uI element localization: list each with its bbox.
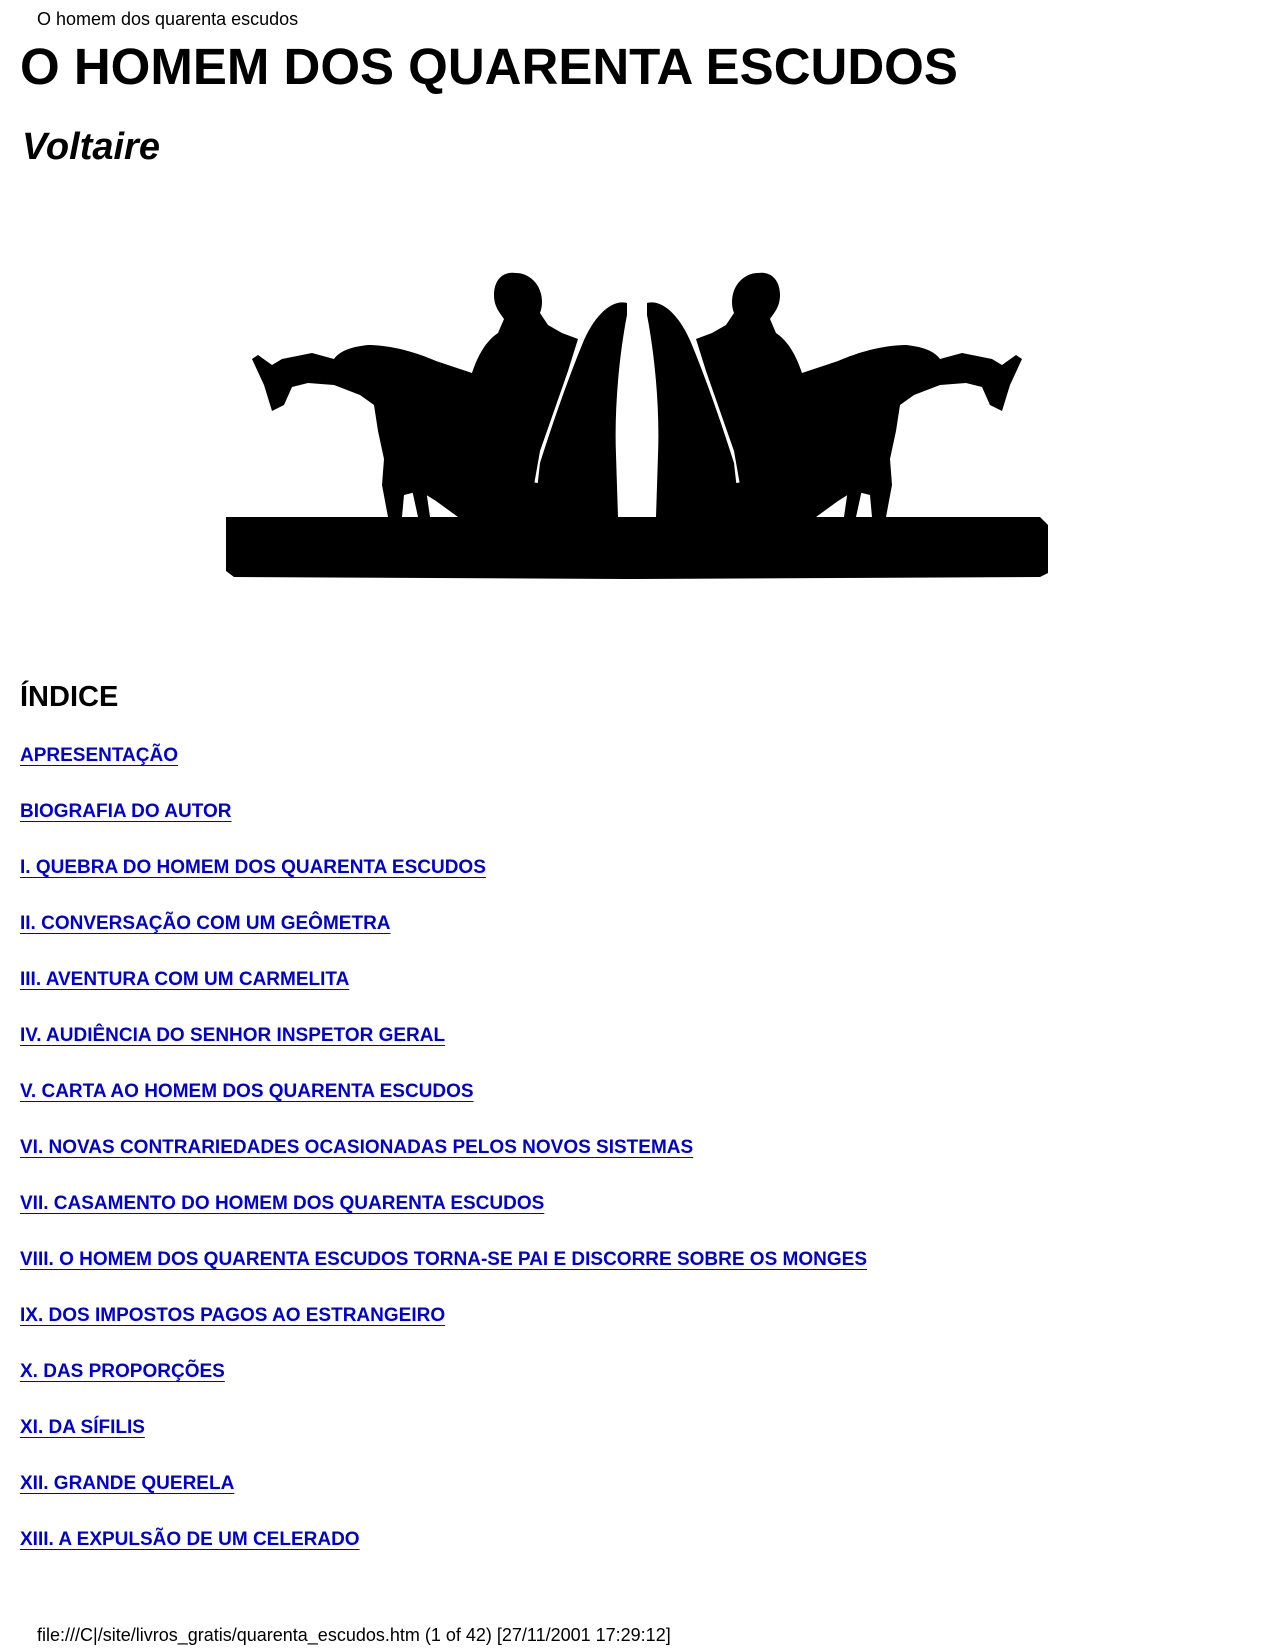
toc-link-chapter-13[interactable]: XIII. A EXPULSÃO DE UM CELERADO — [20, 1529, 360, 1550]
toc-item — [20, 1136, 867, 1192]
index-heading: ÍNDICE — [20, 681, 119, 713]
toc-item — [20, 1024, 867, 1080]
toc-link-chapter-5[interactable]: V. CARTA AO HOMEM DOS QUARENTA ESCUDOS — [20, 1081, 474, 1102]
toc-item — [20, 856, 867, 912]
toc-link-chapter-11[interactable]: XI. DA SÍFILIS — [20, 1417, 145, 1438]
author-name: Voltaire — [22, 126, 160, 168]
silhouette-right-figure — [647, 273, 1022, 517]
silhouette-left-figure — [252, 273, 627, 517]
table-of-contents — [20, 744, 867, 1584]
toc-link-chapter-7[interactable]: VII. CASAMENTO DO HOMEM DOS QUARENTA ESCUDOS — [20, 1193, 545, 1214]
toc-item — [20, 968, 867, 1024]
toc-link-biografia[interactable]: BIOGRAFIA DO AUTOR — [20, 801, 232, 822]
toc-link-chapter-6[interactable]: VI. NOVAS CONTRARIEDADES OCASIONADAS PELOS NOVOS SISTEMAS — [20, 1137, 694, 1158]
toc-link-chapter-8[interactable]: VIII. O HOMEM DOS QUARENTA ESCUDOS TORNA-SE PAI E DISCORRE SOBRE OS MONGES — [20, 1249, 867, 1270]
silhouette-base — [226, 517, 1048, 579]
toc-link-chapter-9[interactable]: IX. DOS IMPOSTOS PAGOS AO ESTRANGEIRO — [20, 1305, 446, 1326]
toc-link-chapter-10[interactable]: X. DAS PROPORÇÕES — [20, 1361, 225, 1382]
toc-link-chapter-1[interactable]: I. QUEBRA DO HOMEM DOS QUARENTA ESCUDOS — [20, 857, 486, 878]
silhouette-image — [222, 255, 1052, 583]
toc-link-chapter-3[interactable]: III. AVENTURA COM UM CARMELITA — [20, 969, 350, 990]
toc-item — [20, 1248, 867, 1304]
silhouette-center-gap — [624, 315, 651, 505]
toc-item — [20, 1080, 867, 1136]
toc-item — [20, 1360, 867, 1416]
toc-link-chapter-4[interactable]: IV. AUDIÊNCIA DO SENHOR INSPETOR GERAL — [20, 1025, 446, 1046]
toc-item — [20, 1416, 867, 1472]
cover-illustration — [222, 255, 1052, 583]
toc-link-apresentacao[interactable]: APRESENTAÇÃO — [20, 745, 178, 766]
toc-item — [20, 744, 867, 800]
page-header: O homem dos quarenta escudos — [37, 9, 299, 29]
toc-link-chapter-2[interactable]: II. CONVERSAÇÃO COM UM GEÔMETRA — [20, 913, 391, 934]
book-title: O HOMEM DOS QUARENTA ESCUDOS — [20, 38, 958, 95]
toc-item — [20, 1304, 867, 1360]
toc-item — [20, 1472, 867, 1528]
toc-item — [20, 800, 867, 856]
toc-link-chapter-12[interactable]: XII. GRANDE QUERELA — [20, 1473, 235, 1494]
toc-item — [20, 1192, 867, 1248]
toc-item — [20, 1528, 867, 1584]
toc-item — [20, 912, 867, 968]
page-footer: file:///C|/site/livros_gratis/quarenta_escudos.htm (1 of 42) [27/11/2001 17:29:12] — [37, 1625, 671, 1645]
